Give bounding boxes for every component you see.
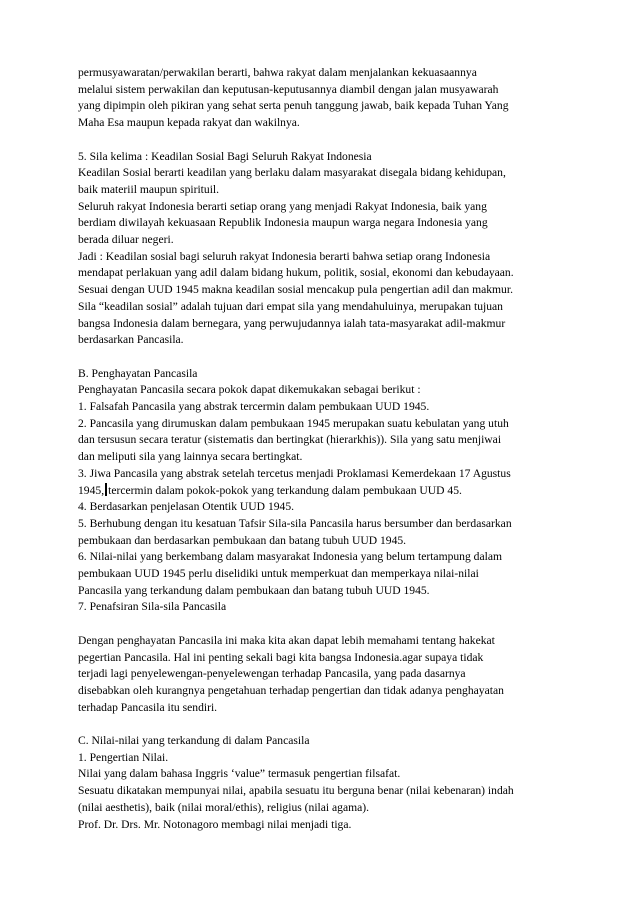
section-heading: C. Nilai-nilai yang terkandung di dalam Pancasila bbox=[78, 734, 310, 748]
text-line: berdiam diwilayah kekuasaan Republik Indonesia maupun warga negara Indonesia yang bbox=[78, 216, 488, 230]
text-line: dan tersusun secara teratur (sistematis dan bertingkat (hierarkhis)). Sila yang satu menjiwai bbox=[78, 433, 502, 447]
section-heading: 5. Sila kelima : Keadilan Sosial Bagi Seluruh Rakyat Indonesia bbox=[78, 149, 372, 163]
text-line: (nilai aesthetis), baik (nilai moral/ethis), religius (nilai agama). bbox=[78, 800, 370, 814]
list-item: 7. Penafsiran Sila-sila Pancasila bbox=[78, 600, 227, 614]
text-line: Jadi : Keadilan sosial bagi seluruh rakyat Indonesia berarti bahwa setiap orang Indonesia bbox=[78, 249, 491, 263]
paragraph-gap bbox=[78, 349, 566, 366]
list-item: 1. Falsafah Pancasila yang abstrak tercermin dalam pembukaan UUD 1945. bbox=[78, 400, 430, 414]
paragraph-penghayatan bbox=[78, 366, 566, 617]
text-line-with-cursor: 1945, tercermin dalam pokok-pokok yang terkandung dalam pembukaan UUD 45. bbox=[78, 483, 462, 497]
text-line: mendapat perlakuan yang adil dalam bidang hukum, politik, sosial, ekonomi dan kebudayaan. bbox=[78, 266, 514, 280]
text-line: berada diluar negeri. bbox=[78, 233, 174, 247]
text-line: Sesuai dengan UUD 1945 makna keadilan sosial mencakup pula pengertian adil dan makmur. bbox=[78, 283, 513, 297]
paragraph-gap bbox=[78, 616, 566, 633]
text-line: dan meliputi sila yang lainnya secara bertingkat. bbox=[78, 450, 303, 464]
list-item: 5. Berhubung dengan itu kesatuan Tafsir Sila-sila Pancasila harus bersumber dan berdasarkan bbox=[78, 516, 512, 530]
text-line: yang dipimpin oleh pikiran yang sehat serta penuh tanggung jawab, baik kepada Tuhan Yang bbox=[78, 99, 509, 113]
paragraph-gap bbox=[78, 132, 566, 149]
text-line: pembukaan dan berdasarkan pembukaan dan batang tubuh UUD 1945. bbox=[78, 533, 407, 547]
text-line: Keadilan Sosial berarti keadilan yang berlaku dalam masyarakat disegala bidang kehidupan, bbox=[78, 166, 506, 180]
text-line: disebabkan oleh kurangnya pengetahuan terhadap pengertian dan tidak adanya penghayatan bbox=[78, 683, 504, 697]
text-line: berdasarkan Pancasila. bbox=[78, 333, 184, 347]
text-line: melalui sistem perwakilan dan keputusan-keputusannya diambil dengan jalan musyawarah bbox=[78, 82, 499, 96]
text-line: permusyawaratan/perwakilan berarti, bahwa rakyat dalam menjalankan kekuasaannya bbox=[78, 66, 477, 79]
paragraph-nilai-nilai bbox=[78, 733, 566, 833]
list-item: 2. Pancasila yang dirumuskan dalam pembukaan 1945 merupakan suatu kebulatan yang utuh bbox=[78, 416, 509, 430]
text-line: Dengan penghayatan Pancasila ini maka kita akan dapat lebih memahami tentang hakekat bbox=[78, 633, 495, 647]
text-line: Pancasila yang terkandung dalam pembukaan dan batang tubuh UUD 1945. bbox=[78, 583, 430, 597]
paragraph-sila-kelima bbox=[78, 149, 566, 349]
text-line: terjadi lagi penyelewengan-penyelewengan terhadap Pancasila, yang pada dasarnya bbox=[78, 667, 466, 681]
paragraph-dengan-penghayatan bbox=[78, 633, 566, 717]
list-item: 1. Pengertian Nilai. bbox=[78, 750, 169, 764]
text-line: Seluruh rakyat Indonesia berarti setiap orang yang menjadi Rakyat Indonesia, baik yang bbox=[78, 199, 487, 213]
text-line: baik materiil maupun spirituil. bbox=[78, 182, 220, 196]
text-line: bangsa Indonesia dalam bernegara, yang perwujudannya ialah tata-masyarakat adil-makmur bbox=[78, 316, 506, 330]
text-line: Maha Esa maupun kepada rakyat dan wakilnya. bbox=[78, 116, 300, 130]
text-line: Sesuatu dikatakan mempunyai nilai, apabila sesuatu itu berguna benar (nilai kebenaran) indah bbox=[78, 784, 514, 798]
list-item: 6. Nilai-nilai yang berkembang dalam masyarakat Indonesia yang belum tertampung dalam bbox=[78, 550, 502, 564]
list-item: 4. Berdasarkan penjelasan Otentik UUD 1945. bbox=[78, 500, 295, 514]
text-line: Sila “keadilan sosial” adalah tujuan dari empat sila yang mendahuluinya, merupakan tujuan bbox=[78, 299, 503, 313]
paragraph-gap bbox=[78, 716, 566, 733]
text-line: Penghayatan Pancasila secara pokok dapat dikemukakan sebagai berikut : bbox=[78, 383, 421, 397]
text-line: Nilai yang dalam bahasa Inggris ‘value” termasuk pengertian filsafat. bbox=[78, 767, 401, 781]
text-line: pembukaan UUD 1945 perlu diselidiki untuk memperkuat dan memperkaya nilai-nilai bbox=[78, 567, 479, 581]
text-line: Prof. Dr. Drs. Mr. Notonagoro membagi nilai menjadi tiga. bbox=[78, 817, 352, 831]
list-item: 3. Jiwa Pancasila yang abstrak setelah tercetus menjadi Proklamasi Kemerdekaan 17 Agustus bbox=[78, 466, 511, 480]
paragraph-musyawarah bbox=[78, 65, 566, 132]
text-line: pegertian Pancasila. Hal ini penting sekali bagi kita bangsa Indonesia.agar supaya tidak bbox=[78, 650, 484, 664]
document-page bbox=[78, 65, 566, 833]
section-heading: B. Penghayatan Pancasila bbox=[78, 366, 198, 380]
text-cursor bbox=[105, 483, 107, 496]
text-line: terhadap Pancasila itu sendiri. bbox=[78, 700, 218, 714]
